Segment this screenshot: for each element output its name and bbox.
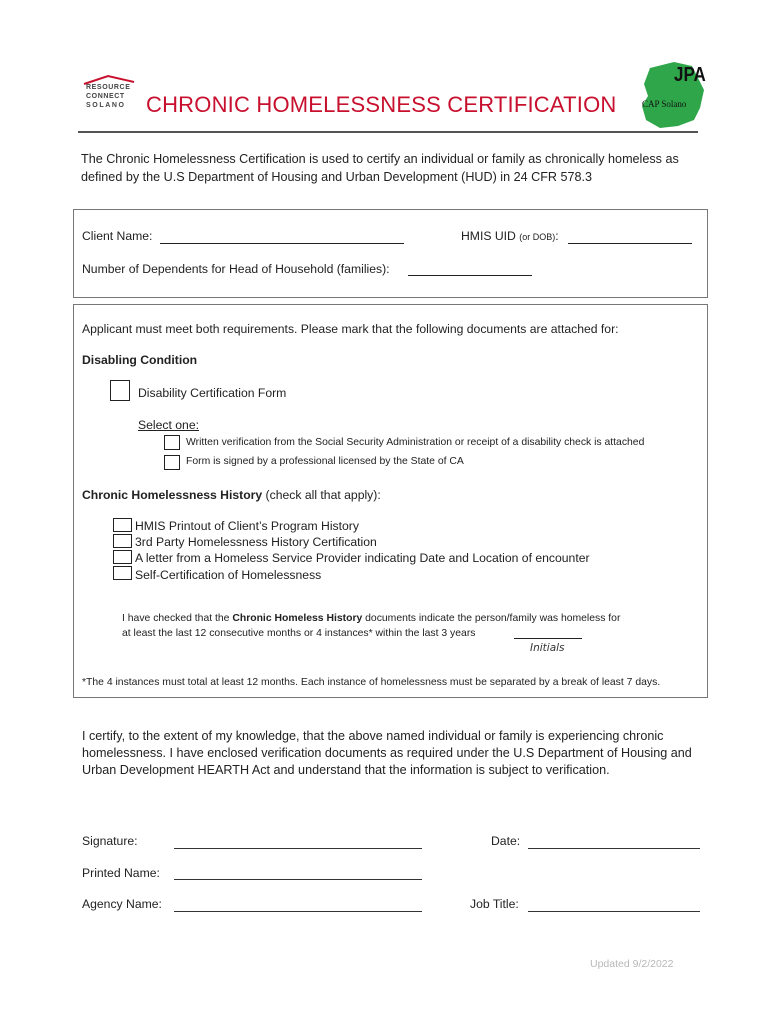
dependents-field[interactable] xyxy=(408,275,532,276)
job-title-label: Job Title: xyxy=(470,897,519,911)
certification-paragraph: I certify, to the extent of my knowledge, that the above named individual or family is experiencing chronic homelessness. I have enclosed verification documents as required under the U.S Department of Housing and Urban Development HEARTH Act and understand that the information is subject to verification. xyxy=(82,729,692,777)
signature-label: Signature: xyxy=(82,834,138,848)
dependents-label: Number of Dependents for Head of Household (families): xyxy=(82,262,390,276)
page-title: CHRONIC HOMELESSNESS CERTIFICATION xyxy=(146,92,617,117)
job-title-field[interactable] xyxy=(528,911,700,912)
disability-form-label: Disability Certification Form xyxy=(138,386,287,400)
statement-part-b: documents indicate the person/family was homeless for xyxy=(362,613,621,624)
self-certification-checkbox[interactable] xyxy=(113,566,132,580)
initials-field[interactable] xyxy=(514,638,582,639)
ssa-verification-label: Written verification from the Social Security Administration or receipt of a disability check is attached xyxy=(186,437,645,448)
logo-line-2: CONNECT xyxy=(86,93,125,100)
client-name-field[interactable] xyxy=(160,243,404,244)
disability-form-checkbox[interactable] xyxy=(110,380,130,401)
hmis-uid-field[interactable] xyxy=(568,243,692,244)
hmis-uid-label xyxy=(461,229,559,243)
third-party-checkbox[interactable] xyxy=(113,534,132,548)
professional-signed-label: Form is signed by a professional licensed by the State of CA xyxy=(186,456,464,467)
ssa-verification-checkbox[interactable] xyxy=(164,435,180,450)
history-item: 3rd Party Homelessness History Certification xyxy=(135,535,377,549)
hmis-label-text: HMIS UID xyxy=(461,229,520,243)
client-info-box xyxy=(73,209,708,298)
printed-name-label: Printed Name: xyxy=(82,866,160,880)
header-divider xyxy=(78,131,698,133)
resource-connect-solano-logo xyxy=(82,74,138,114)
requirements-instruction: Applicant must meet both requirements. Please mark that the following documents are attached for: xyxy=(82,322,619,336)
history-heading: Chronic Homelessness History xyxy=(82,488,263,502)
select-one-label: Select one: xyxy=(138,418,199,432)
logo-line-3: SOLANO xyxy=(86,102,126,109)
date-field[interactable] xyxy=(528,848,700,849)
statement-bold: Chronic Homeless History xyxy=(232,613,363,624)
initials-label: Initials xyxy=(530,642,565,654)
intro-paragraph: The Chronic Homelessness Certification is used to certify an individual or family as chronically homeless as defined by the U.S Department of Housing and Urban Development (HUD) in 24 CFR 578.3 xyxy=(81,152,679,184)
logo-line-1: RESOURCE xyxy=(86,84,131,91)
footnote: *The 4 instances must total at least 12 months. Each instance of homelessness must be separated by a break of least 7 days. xyxy=(82,677,661,688)
hmis-colon: : xyxy=(555,229,559,243)
jpa-text: JPA xyxy=(674,64,706,86)
updated-date: Updated 9/2/2022 xyxy=(590,958,674,970)
history-statement-line-1 xyxy=(122,613,620,624)
date-label: Date: xyxy=(491,834,521,848)
disabling-condition-heading: Disabling Condition xyxy=(82,353,198,367)
history-statement-line-2: at least the last 12 consecutive months or 4 instances* within the last 3 years xyxy=(122,628,476,639)
history-item: A letter from a Homeless Service Provider indicating Date and Location of encounter xyxy=(135,551,590,565)
professional-signed-checkbox[interactable] xyxy=(164,455,180,470)
provider-letter-checkbox[interactable] xyxy=(113,550,132,564)
hmis-dob-note: (or DOB) xyxy=(519,232,556,242)
agency-name-field[interactable] xyxy=(174,911,422,912)
statement-part-a: I have checked that the xyxy=(122,613,233,624)
signature-field[interactable] xyxy=(174,848,422,849)
client-name-label: Client Name: xyxy=(82,229,153,243)
history-heading-line xyxy=(82,488,381,502)
history-note: (check all that apply): xyxy=(262,488,381,502)
jpa-cap-solano-logo xyxy=(634,56,710,132)
hmis-printout-checkbox[interactable] xyxy=(113,518,132,532)
cap-solano-text: CAP Solano xyxy=(642,99,687,109)
printed-name-field[interactable] xyxy=(174,879,422,880)
agency-name-label: Agency Name: xyxy=(82,897,162,911)
history-item: HMIS Printout of Client’s Program History xyxy=(135,519,359,533)
history-item: Self-Certification of Homelessness xyxy=(135,568,322,582)
